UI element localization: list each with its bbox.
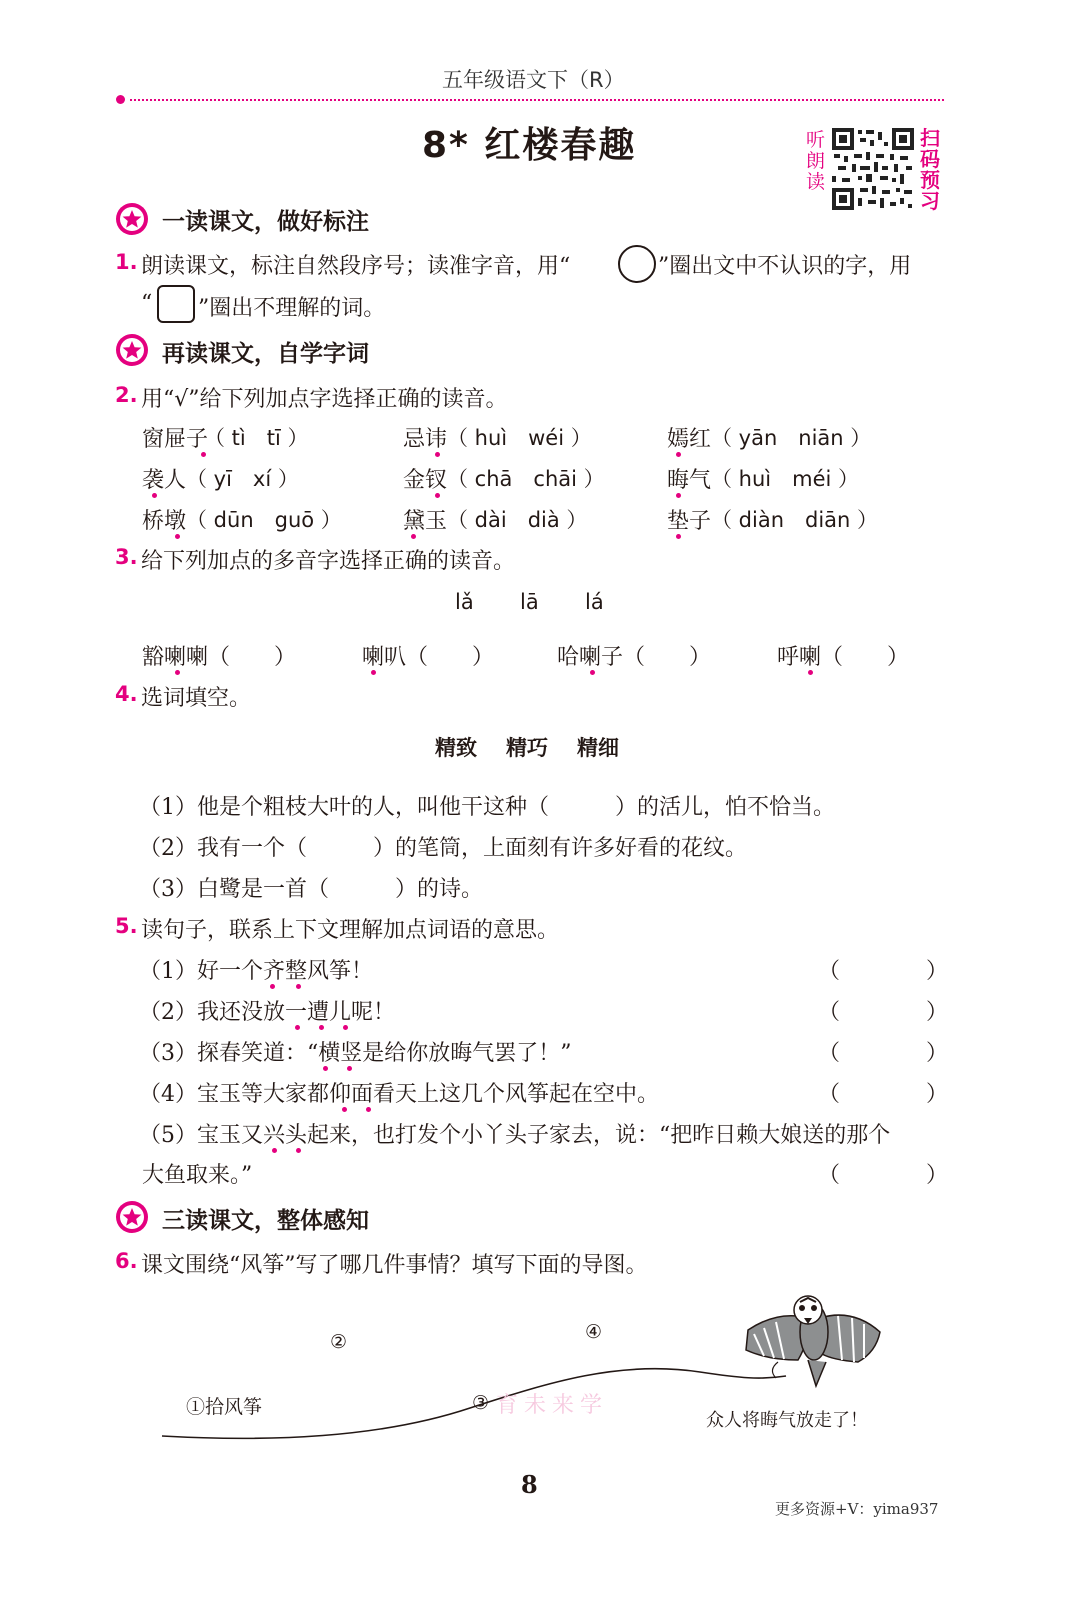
q1-text-2: ”圈出文中不认识的字，用 bbox=[658, 254, 912, 279]
q5-instruction: 读句子，联系上下文理解加点词语的意思。 bbox=[141, 918, 560, 943]
q4-item[interactable]: （1）他是个粗枝大叶的人，叫他干这种（ ）的活儿，怕不恰当。 bbox=[139, 795, 835, 820]
q2-word: 窗屉子 bbox=[142, 427, 209, 452]
book-header: 五年级语文下（R） bbox=[442, 68, 625, 92]
emphasis-dot bbox=[152, 493, 157, 498]
q3-word: 呼喇 bbox=[777, 645, 822, 670]
answer-blank-right[interactable]: ） bbox=[926, 1000, 949, 1025]
q3-answer-blank[interactable]: （ ） bbox=[821, 645, 910, 670]
section-title: 再读课文，自学字词 bbox=[162, 341, 369, 367]
emphasis-dot bbox=[435, 452, 440, 457]
kite-string-line bbox=[150, 1320, 790, 1450]
q2-instruction: 用“√”给下列加点字选择正确的读音。 bbox=[141, 387, 508, 412]
q2-pinyin-options[interactable]: （ yī xí ） bbox=[186, 467, 299, 491]
watermark: 育未来学 bbox=[496, 1393, 609, 1418]
q2-pinyin-options[interactable]: （ yān niān ） bbox=[711, 426, 872, 450]
page-title: 8* 红楼春趣 bbox=[422, 125, 637, 166]
answer-blank-left[interactable]: （ bbox=[818, 1041, 841, 1066]
q2-pinyin-options[interactable]: （ huì méi ） bbox=[711, 467, 860, 491]
q3-answer-blank[interactable]: （ ） bbox=[406, 645, 495, 670]
q2-pinyin-options[interactable]: （ huì wéi ） bbox=[447, 426, 592, 450]
mindmap-label[interactable]: ④ bbox=[585, 1321, 603, 1343]
q2-pinyin-options[interactable]: （ tì tī ） bbox=[204, 426, 309, 450]
q3-option: lá bbox=[585, 590, 604, 614]
q3-instruction: 给下列加点的多音字选择正确的读音。 bbox=[141, 549, 516, 574]
emphasis-dot bbox=[175, 534, 180, 539]
q2-word: 黛玉 bbox=[403, 509, 448, 534]
question-number: 2. bbox=[115, 383, 138, 407]
q2-pinyin-options[interactable]: （ chā chāi ） bbox=[447, 467, 605, 491]
q6-instruction: 课文围绕“风筝”写了哪几件事情？填写下面的导图。 bbox=[141, 1253, 648, 1278]
star-icon bbox=[116, 1201, 148, 1233]
box-mark-icon bbox=[157, 285, 195, 323]
q2-pinyin-options[interactable]: （ dūn guō ） bbox=[186, 508, 342, 532]
q4-word-option: 精巧 bbox=[506, 736, 548, 760]
emphasis-dot bbox=[676, 493, 681, 498]
mindmap-ending: 众人将晦气放走了！ bbox=[706, 1410, 868, 1431]
q5-sentence: （5）宝玉又兴头起来，也打发个小丫头子家去，说：“把昨日赖大娘送的那个 bbox=[139, 1123, 891, 1148]
q4-word-option: 精致 bbox=[435, 736, 477, 760]
kite-icon bbox=[738, 1290, 888, 1400]
emphasis-dot bbox=[808, 670, 813, 675]
q2-pinyin-options[interactable]: （ dài dià ） bbox=[447, 508, 588, 532]
answer-blank-right[interactable]: ） bbox=[926, 959, 949, 984]
emphasis-dot bbox=[371, 670, 376, 675]
q3-answer-blank[interactable]: （ ） bbox=[623, 645, 712, 670]
q3-option: lǎ bbox=[455, 590, 474, 614]
star-icon bbox=[116, 334, 148, 366]
q3-word: 哈喇子 bbox=[557, 645, 624, 670]
footer-note: 更多资源+V：yima937 bbox=[775, 1500, 939, 1518]
qr-right-label: 扫码预习 bbox=[920, 126, 940, 213]
emphasis-dot bbox=[270, 984, 275, 989]
emphasis-dot bbox=[342, 1107, 347, 1112]
answer-blank-right[interactable]: ） bbox=[926, 1041, 949, 1066]
q2-word: 忌讳 bbox=[403, 427, 448, 452]
question-number: 1. bbox=[115, 250, 138, 274]
answer-blank-left[interactable]: （ bbox=[818, 1163, 841, 1188]
answer-blank-left[interactable]: （ bbox=[818, 1000, 841, 1025]
emphasis-dot bbox=[366, 1107, 371, 1112]
header-divider bbox=[116, 95, 125, 104]
q3-option: lā bbox=[520, 590, 539, 614]
emphasis-dot bbox=[347, 1066, 352, 1071]
q2-word: 袭人 bbox=[142, 468, 187, 493]
section-title: 一读课文，做好标注 bbox=[162, 209, 369, 235]
emphasis-dot bbox=[201, 452, 206, 457]
q5-sentence: （3）探春笑道：“横竖是给你放晦气罢了！” bbox=[139, 1041, 572, 1066]
question-number: 5. bbox=[115, 914, 138, 938]
emphasis-dot bbox=[175, 670, 180, 675]
q2-word: 垫子 bbox=[667, 509, 712, 534]
q2-word: 金钗 bbox=[403, 468, 448, 493]
answer-blank-left[interactable]: （ bbox=[818, 1082, 841, 1107]
q1-text-1: 朗读课文，标注自然段序号；读准字音，用“ bbox=[141, 254, 571, 279]
emphasis-dot bbox=[411, 534, 416, 539]
answer-blank-left[interactable]: （ bbox=[818, 959, 841, 984]
mindmap-label[interactable]: ③ bbox=[472, 1392, 490, 1414]
q5-sentence: 大鱼取来。” bbox=[142, 1163, 253, 1188]
qr-left-label: 听朗读 bbox=[806, 129, 826, 193]
q2-word: 桥墩 bbox=[142, 509, 187, 534]
answer-blank-right[interactable]: ） bbox=[926, 1163, 949, 1188]
emphasis-dot bbox=[296, 1148, 301, 1153]
emphasis-dot bbox=[435, 493, 440, 498]
q3-word: 喇叭 bbox=[362, 645, 407, 670]
q4-instruction: 选词填空。 bbox=[141, 686, 252, 711]
qr-code-icon[interactable] bbox=[830, 126, 916, 212]
emphasis-dot bbox=[272, 1148, 277, 1153]
mindmap-label: ①拾风筝 bbox=[186, 1396, 263, 1418]
star-icon bbox=[116, 203, 148, 235]
q5-sentence: （1）好一个齐整风筝！ bbox=[139, 959, 373, 984]
q2-word: 晦气 bbox=[667, 468, 712, 493]
header-dotted-line bbox=[130, 99, 944, 101]
q1-text-3: “ bbox=[141, 291, 153, 316]
question-number: 6. bbox=[115, 1249, 138, 1273]
emphasis-dot bbox=[343, 1025, 348, 1030]
q3-answer-blank[interactable]: （ ） bbox=[208, 645, 297, 670]
question-number: 3. bbox=[115, 545, 138, 569]
q5-sentence: （4）宝玉等大家都仰面看天上这几个风筝起在空中。 bbox=[139, 1082, 659, 1107]
emphasis-dot bbox=[319, 1025, 324, 1030]
q3-word: 豁喇喇 bbox=[142, 645, 209, 670]
question-number: 4. bbox=[115, 682, 138, 706]
emphasis-dot bbox=[676, 452, 681, 457]
emphasis-dot bbox=[590, 670, 595, 675]
emphasis-dot bbox=[296, 984, 301, 989]
q4-item[interactable]: （3）白鹭是一首（ ）的诗。 bbox=[139, 877, 483, 902]
page-number: 8 bbox=[521, 1470, 538, 1499]
q2-word: 嫣红 bbox=[667, 427, 712, 452]
circle-mark-icon bbox=[618, 245, 656, 283]
emphasis-dot bbox=[676, 534, 681, 539]
q5-sentence: （2）我还没放一遭儿呢！ bbox=[139, 1000, 395, 1025]
emphasis-dot bbox=[295, 1025, 300, 1030]
mindmap-label[interactable]: ② bbox=[330, 1331, 348, 1353]
q1-text-4: ”圈出不理解的词。 bbox=[198, 296, 386, 321]
section-title: 三读课文，整体感知 bbox=[162, 1208, 369, 1234]
answer-blank-right[interactable]: ） bbox=[926, 1082, 949, 1107]
q4-word-option: 精细 bbox=[577, 736, 619, 760]
emphasis-dot bbox=[323, 1066, 328, 1071]
q4-item[interactable]: （2）我有一个（ ）的笔筒，上面刻有许多好看的花纹。 bbox=[139, 836, 747, 861]
q2-pinyin-options[interactable]: （ diàn diān ） bbox=[711, 508, 879, 532]
